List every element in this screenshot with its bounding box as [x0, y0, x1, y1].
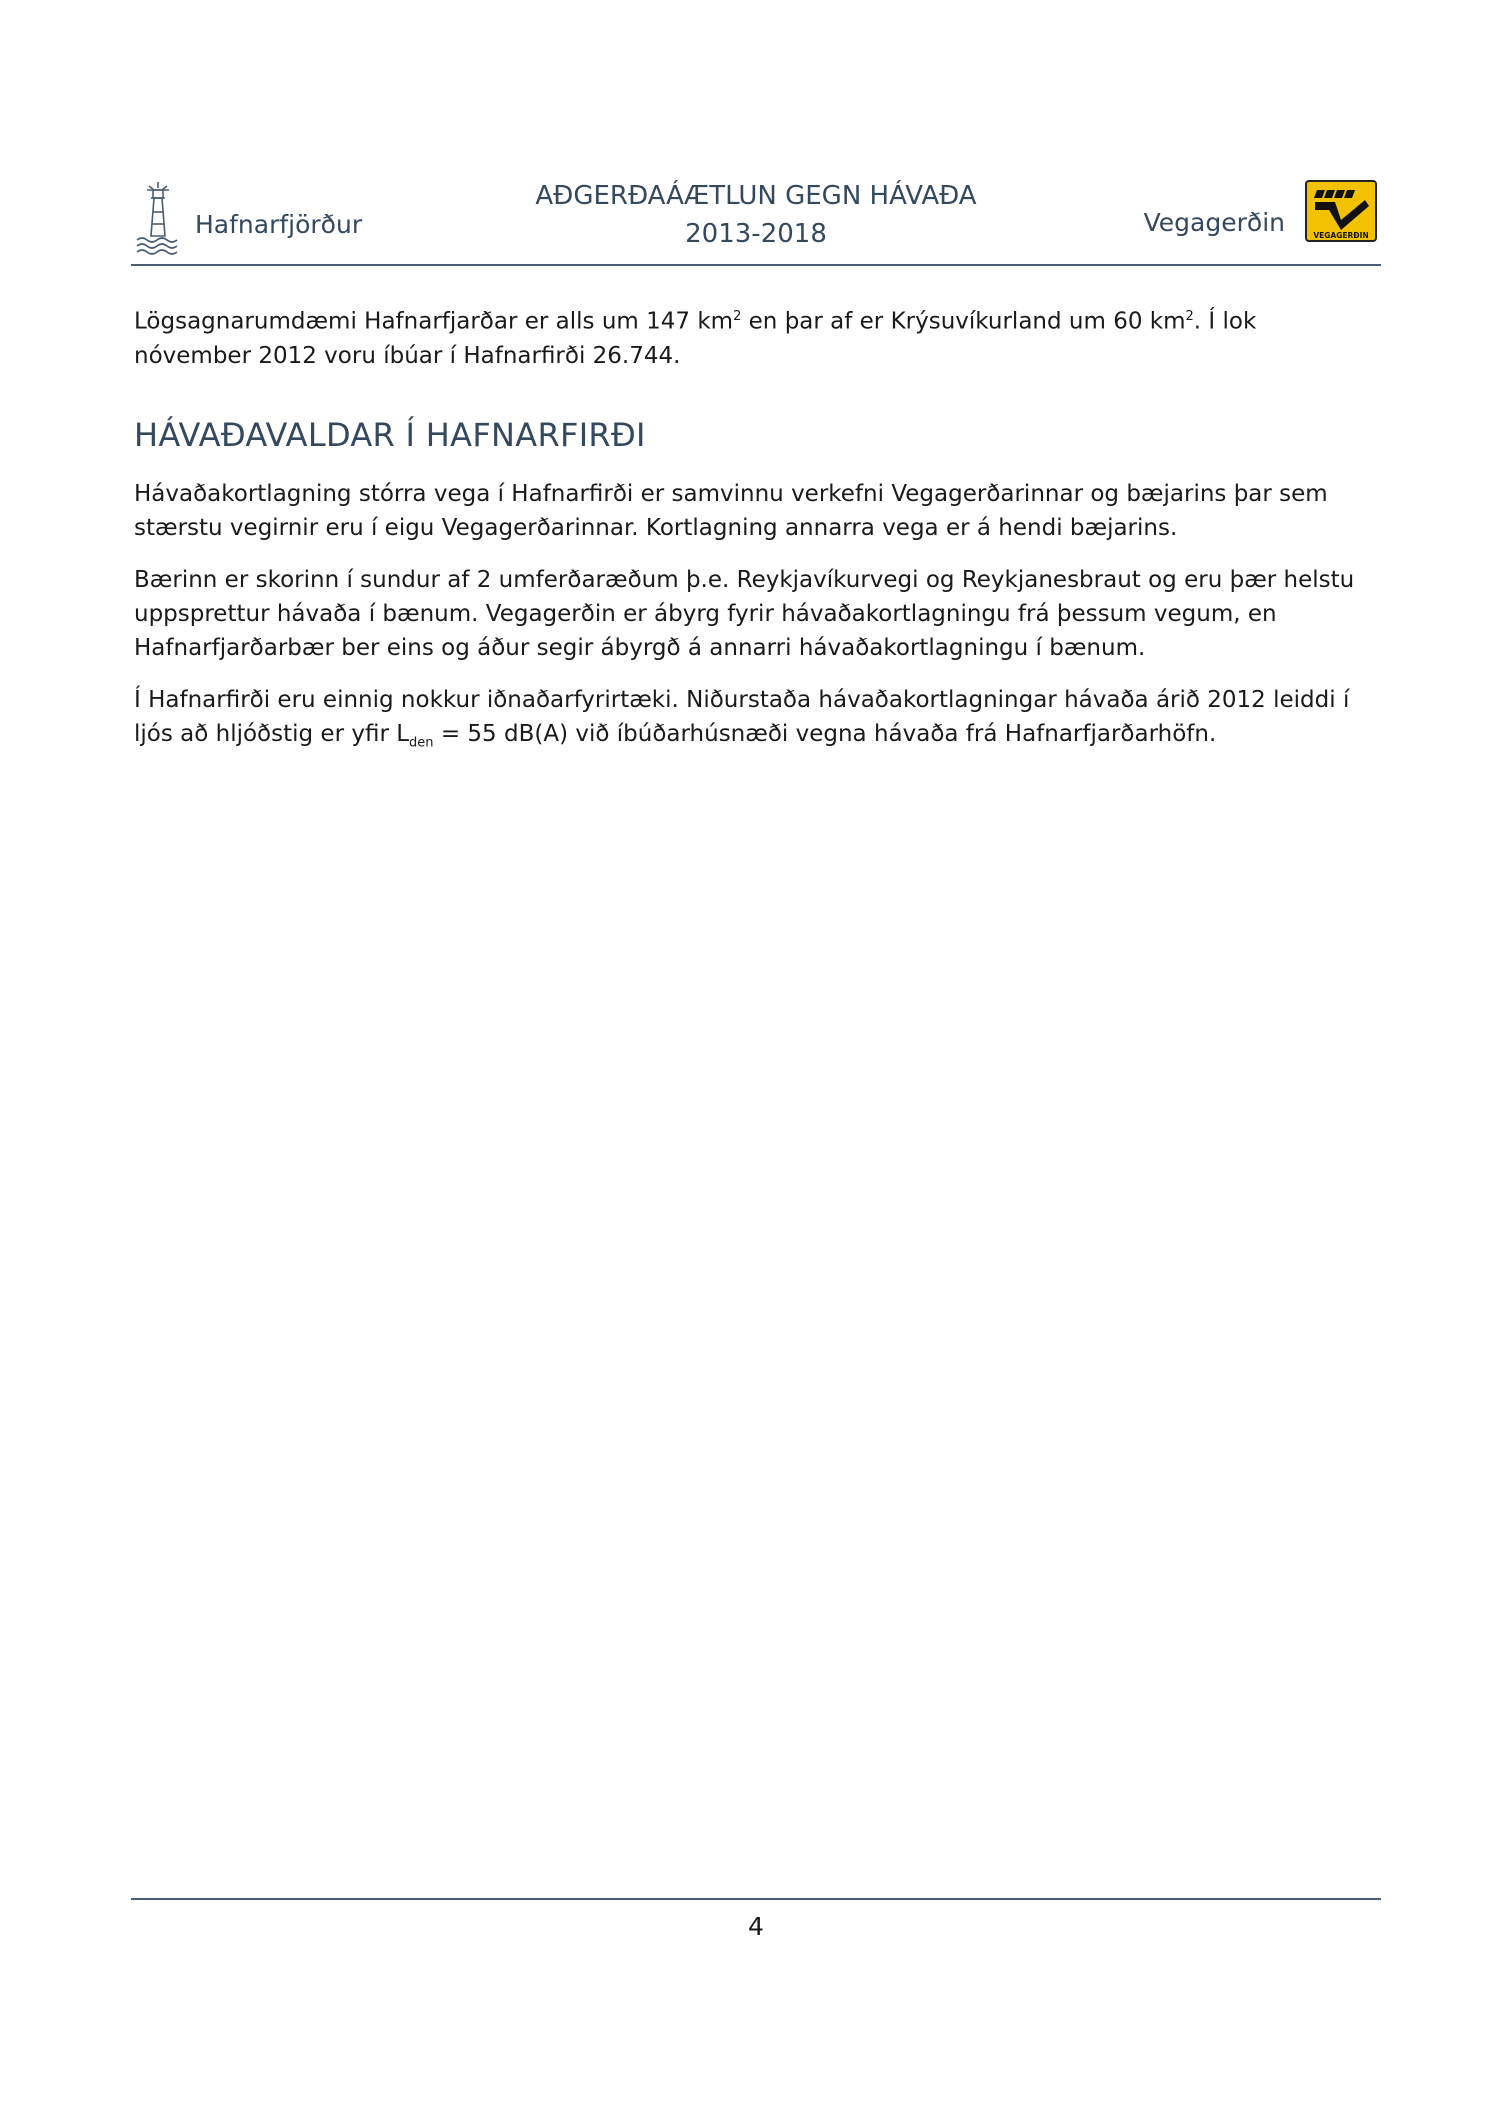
- intro-text-1: Lögsagnarumdæmi Hafnarfjarðar er alls um 147 km: [134, 308, 734, 335]
- vegagerdin-logo-icon: [1305, 180, 1377, 242]
- paragraph-3-subscript: den: [409, 735, 434, 751]
- paragraph-3-text-1: Í Hafnarfirði eru einnig nokkur iðnaðarfyrirtæki. Niðurstaða hávaðakortlagningar hávaða árið 2012 leiddi í ljós að hljóðstig er yfir L: [134, 686, 1350, 747]
- section-paragraph-3: [134, 683, 1374, 761]
- page-content: [134, 300, 1374, 778]
- town-name: Hafnarfjörður: [195, 210, 363, 239]
- intro-paragraph: [134, 300, 1374, 373]
- paragraph-3-text-2: = 55 dB(A) við íbúðarhúsnæði vegna hávaða frá Hafnarfjarðarhöfn.: [433, 720, 1217, 747]
- intro-text-3: . Í lok nóvember 2012 voru íbúar í Hafnarfirði 26.744.: [134, 308, 1257, 369]
- intro-superscript-1: 2: [733, 309, 742, 324]
- page-number: 4: [748, 1912, 764, 1941]
- vegagerdin-logo-text: VEGAGERÐIN: [1313, 231, 1369, 240]
- section-heading: HÁVAÐAVALDAR Í HAFNARFIRÐI: [134, 415, 646, 454]
- agency-name: Vegagerðin: [1143, 208, 1285, 237]
- section-paragraph-1: Hávaðakortlagning stórra vega í Hafnarfirði er samvinnu verkefni Vegagerðarinnar og bæjarins þar sem stærstu vegirnir eru í eigu Vegagerðarinnar. Kortlagning annarra vega er á hendi bæjarins.: [134, 480, 1328, 541]
- page-footer: [131, 1898, 1381, 1941]
- document-title-line2: 2013-2018: [685, 219, 827, 249]
- intro-text-2: en þar af er Krýsuvíkurland um 60 km: [741, 308, 1186, 335]
- document-title-line1: AÐGERÐAÁÆTLUN GEGN HÁVAÐA: [535, 181, 977, 211]
- page-header: [131, 172, 1381, 266]
- intro-superscript-2: 2: [1185, 309, 1194, 324]
- section-paragraph-2: Bærinn er skorinn í sundur af 2 umferðaræðum þ.e. Reykjavíkurvegi og Reykjanesbraut og eru þær helstu uppsprettur hávaða í bænum. Vegagerðin er ábyrg fyrir hávaðakortlagningu frá þessum vegum, en Hafnarfjarðarbær ber eins og áður segir ábyrgð á annarri hávaðakortlagningu í bænum.: [134, 566, 1355, 661]
